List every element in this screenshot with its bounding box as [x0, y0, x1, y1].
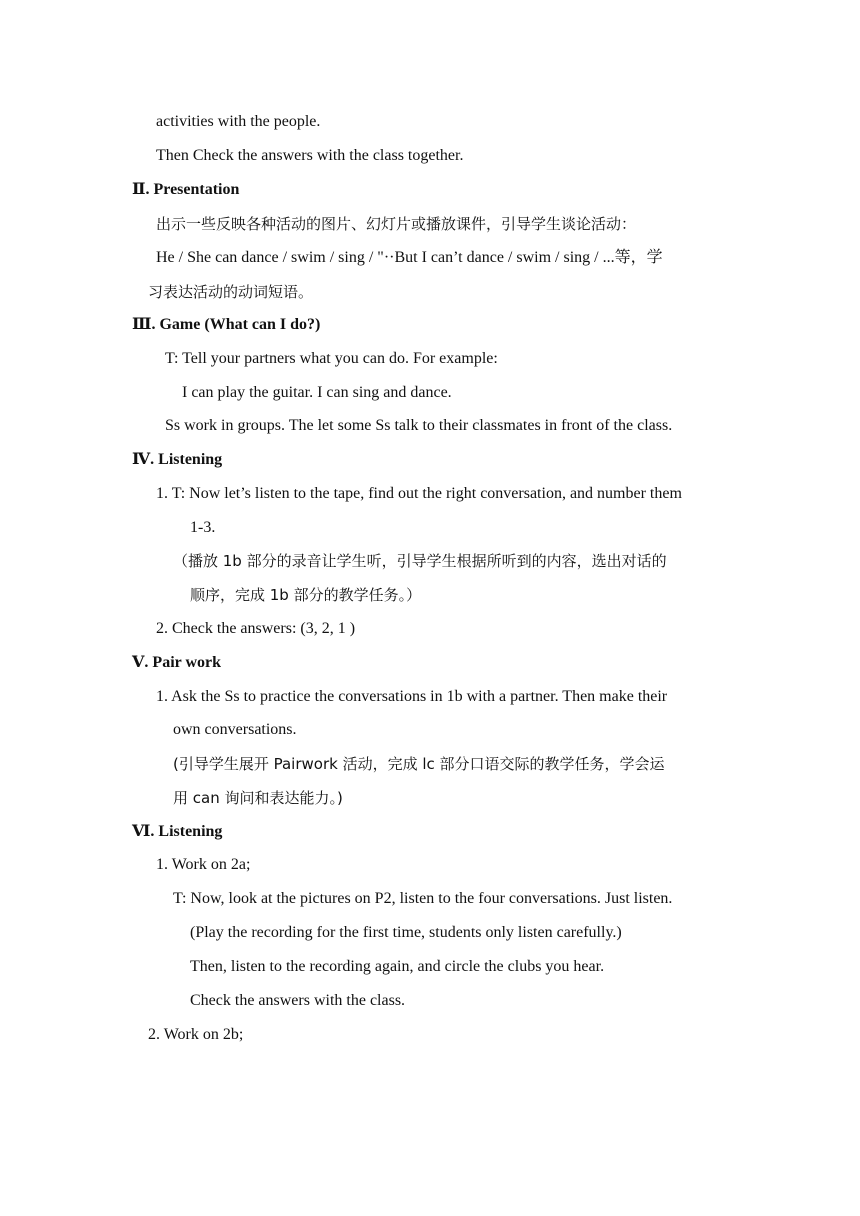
text-line: Check the answers with the class.: [190, 992, 406, 1009]
text-line: 1. T: Now let’s listen to the tape, find out the right conversation, and number them: [156, 485, 682, 502]
text-line: 1. Work on 2a;: [156, 856, 251, 873]
text-line: (Play the recording for the first time, students only listen carefully.): [190, 924, 622, 941]
section-heading-pair-work: Ⅴ. Pair work: [132, 654, 221, 671]
text-line: (引导学生展开 Pairwork 活动，完成 lc 部分口语交际的教学任务，学会运: [173, 755, 665, 773]
section-heading-listening: Ⅳ. Listening: [132, 451, 223, 468]
section-heading-game: Ⅲ. Game (What can I do?): [132, 316, 321, 333]
text-line: He / She can dance / swim / sing / "··But I can’t dance / swim / sing / ...等，学: [156, 249, 663, 266]
section-heading-listening-2: Ⅵ. Listening: [132, 823, 223, 840]
text-line: 1-3.: [190, 519, 216, 536]
text-line: 习表达活动的动词短语。: [148, 283, 314, 301]
text-line: T: Now, look at the pictures on P2, listen to the four conversations. Just listen.: [173, 890, 673, 907]
text-line: Ss work in groups. The let some Ss talk to their classmates in front of the class.: [165, 417, 673, 434]
text-line: 顺序，完成 1b 部分的教学任务。）: [190, 586, 422, 604]
text-line: Then Check the answers with the class together.: [156, 147, 464, 164]
text-line: Then, listen to the recording again, and circle the clubs you hear.: [190, 958, 605, 975]
text-line: 用 can 询问和表达能力。): [173, 789, 343, 807]
text-line: 1. Ask the Ss to practice the conversations in 1b with a partner. Then make their: [156, 688, 668, 705]
text-line: 出示一些反映各种活动的图片、幻灯片或播放课件，引导学生谈论活动：: [156, 215, 637, 233]
text-line: 2. Work on 2b;: [148, 1026, 244, 1043]
text-line: I can play the guitar. I can sing and dance.: [182, 384, 452, 401]
text-line: own conversations.: [173, 721, 297, 738]
section-heading-presentation: Ⅱ. Presentation: [132, 181, 240, 198]
text-line: （播放 1b 部分的录音让学生听，引导学生根据所听到的内容，选出对话的: [173, 552, 667, 570]
text-line: activities with the people.: [156, 113, 321, 130]
text-line: 2. Check the answers: (3, 2, 1 ): [156, 620, 356, 637]
text-line: T: Tell your partners what you can do. For example:: [165, 350, 498, 367]
